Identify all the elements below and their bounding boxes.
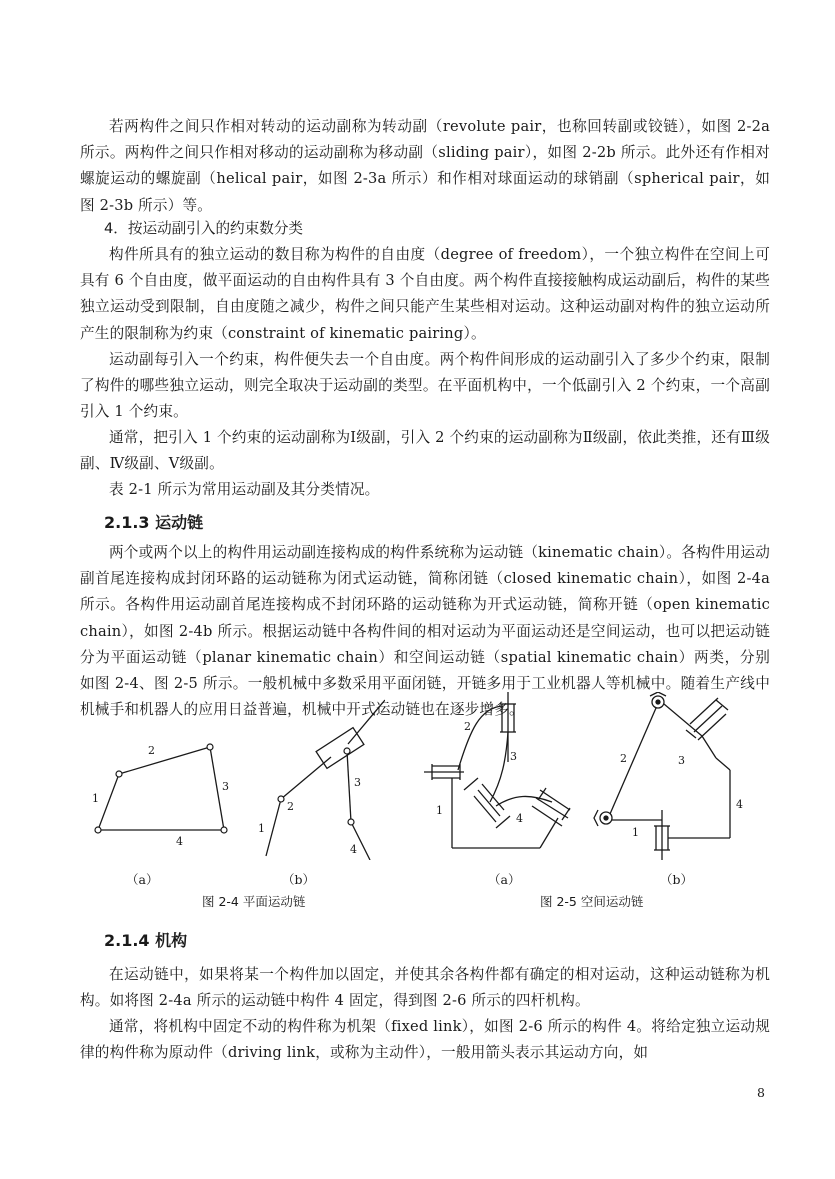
- figure-2-4b-open-chain: [250, 690, 385, 860]
- paragraph-kinematic-chain: 两个或两个以上的构件用运动副连接构成的构件系统称为运动链（kinematic chain）。各构件用运动副首尾连接构成封闭环路的运动链称为闭式运动链，简称闭链（closed kinematic chain），如图 2-4a 所示。各构件用运动副首尾连接构成不封闭环路的运动链称为开式运动链，简称开链（open kinematic chain），如图 2-4b 所示。根据运动链中各构件间的相对运动为平面运动还是空间运动，也可以把运动链分为平面运动链（planar kinematic chain）和空间运动链（spatial kinematic chain）两类，分别如图 2-4、图 2-5 所示。一般机械中多数采用平面闭链，开链多用于工业机器人等机械中。随着生产线中机械手和机器人的应用日益普遍，机械中开式运动链也在逐步增多。: [80, 544, 770, 719]
- figure-2-5b-label: （b）: [660, 872, 694, 887]
- paragraph-constraints: 运动副每引入一个约束，构件便失去一个自由度。两个构件间形成的运动副引入了多少个约束，限制了构件的哪些独立运动，则完全取决于运动副的类型。在平面机构中，一个低副引入 2 个约束，一个高副引入 1 个约束。: [80, 351, 770, 421]
- paragraph-mechanism-definition: 在运动链中，如果将某一个构件加以固定，并使其余各构件都有确定的相对运动，这种运动链称为机构。如将图 2-4a 所示的运动链中构件 4 固定，得到图 2-6 所示的四杆机构。: [80, 966, 770, 1010]
- label-link-3: 3: [354, 776, 361, 789]
- label-link-1: 1: [436, 804, 443, 817]
- label-link-3: 3: [510, 750, 517, 763]
- figure-2-5a-label: （a）: [488, 872, 521, 887]
- label-link-1: 1: [632, 826, 639, 839]
- label-link-4: 4: [516, 812, 523, 825]
- paragraph-degree-of-freedom: 构件所具有的独立运动的数目称为构件的自由度（degree of freedom），一个独立构件在空间上可具有 6 个自由度，做平面运动的自由构件具有 3 个自由度。两个构件直接接触构成运动副后，构件的某些独立运动受到限制，自由度随之减少，构件之间只能产生某些相对运动。这种运动副对构件的独立运动所产生的限制称为约束（constraint of kinematic pairing）。: [80, 246, 770, 342]
- label-link-2: 2: [287, 800, 294, 813]
- figure-2-5a-spatial-closed-chain: [420, 690, 580, 860]
- section-heading-mechanism: 2.1.4 机构: [104, 931, 188, 950]
- figure-2-4b-label: （b）: [282, 872, 316, 887]
- section-heading-kinematic-chain: 2.1.3 运动链: [104, 513, 204, 532]
- subheading-classification: 4．按运动副引入的约束数分类: [104, 220, 304, 237]
- page-number: 8: [757, 1085, 765, 1100]
- figure-2-4a-closed-chain: [86, 708, 236, 853]
- label-link-4: 4: [350, 843, 357, 856]
- label-link-2: 2: [620, 752, 627, 765]
- label-link-2: 2: [464, 720, 471, 733]
- label-link-4: 4: [176, 835, 183, 848]
- paragraph-pair-classes: 通常，把引入 1 个约束的运动副称为Ⅰ级副，引入 2 个约束的运动副称为Ⅱ级副，依此类推，还有Ⅲ级副、Ⅳ级副、Ⅴ级副。: [80, 429, 770, 473]
- paragraph-frame-and-driver: 通常，将机构中固定不动的构件称为机架（fixed link），如图 2-6 所示的构件 4。将给定独立运动规律的构件称为原动件（driving link，或称为主动件），一般用箭头表示其运动方向，如: [80, 1018, 770, 1062]
- figure-2-5-caption: 图 2-5 空间运动链: [540, 894, 644, 909]
- label-link-2: 2: [148, 744, 155, 757]
- paragraph-pairs: 若两构件之间只作相对转动的运动副称为转动副（revolute pair，也称回转副或铰链），如图 2-2a 所示。两构件之间只作相对移动的运动副称为移动副（sliding pair），如图 2-2b 所示。此外还有作相对螺旋运动的螺旋副（helical pair，如图 2-3a 所示）和作相对球面运动的球销副（spherical pair，如图 2-3b 所示）等。: [80, 118, 770, 214]
- label-link-1: 1: [92, 792, 99, 805]
- figure-2-4-caption: 图 2-4 平面运动链: [202, 894, 306, 909]
- figure-2-5b-spatial-open-chain: [590, 692, 755, 862]
- label-link-3: 3: [222, 780, 229, 793]
- label-link-1: 1: [258, 822, 265, 835]
- label-link-3: 3: [678, 754, 685, 767]
- label-link-4: 4: [736, 798, 743, 811]
- figure-2-4a-label: （a）: [126, 872, 159, 887]
- paragraph-table-ref: 表 2-1 所示为常用运动副及其分类情况。: [109, 481, 380, 498]
